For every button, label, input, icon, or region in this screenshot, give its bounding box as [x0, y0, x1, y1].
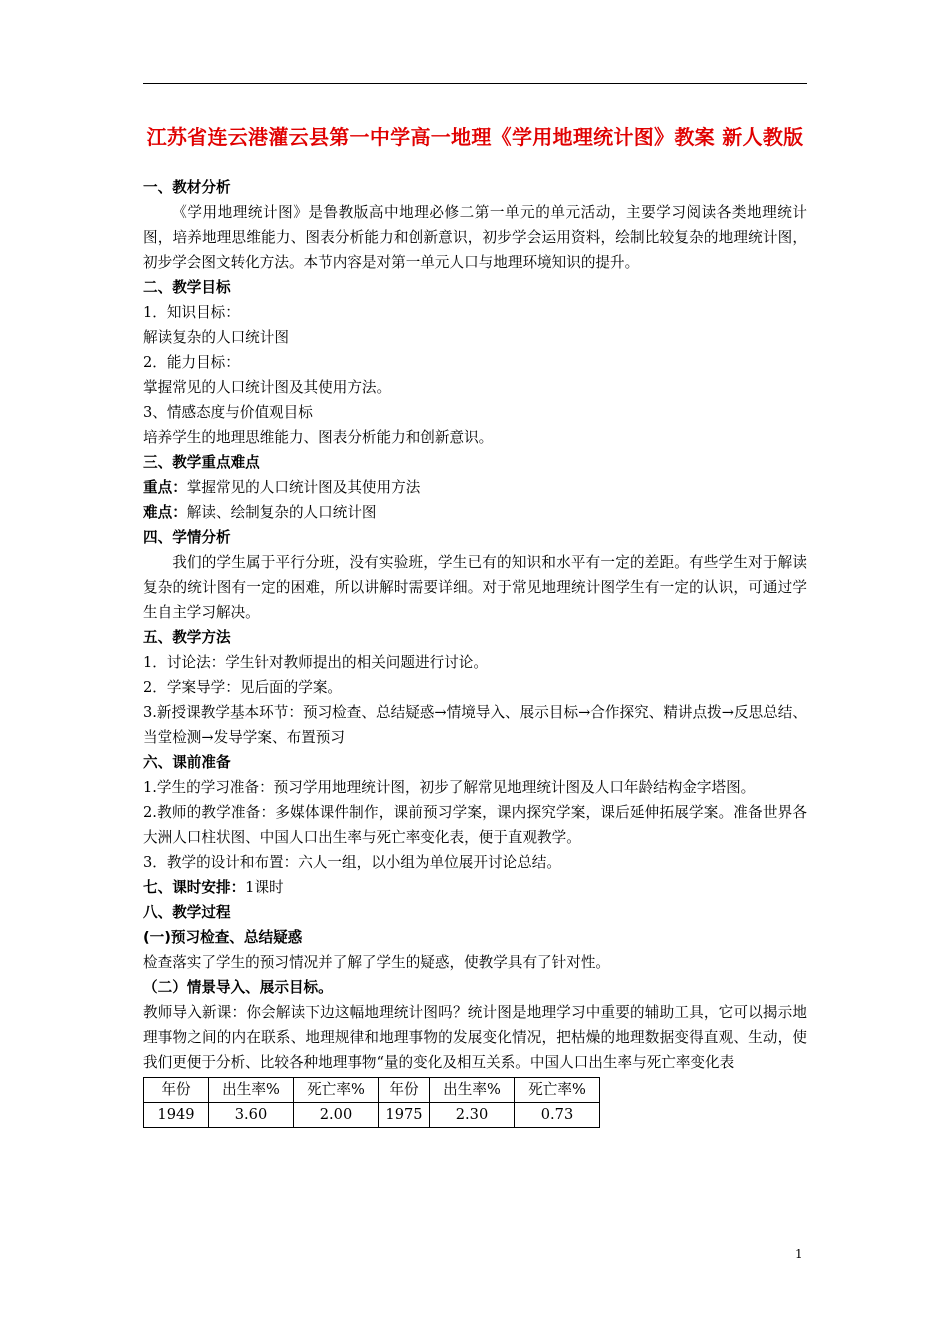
section-heading-5: 五、教学方法 — [143, 629, 231, 646]
header-rule — [143, 83, 807, 84]
objective-line: 1．知识目标： — [143, 304, 240, 321]
table-cell: 2.00 — [294, 1103, 379, 1128]
key-point-line — [143, 475, 807, 500]
method-line: 1．讨论法：学生针对教师提出的相关问题进行讨论。 — [143, 654, 488, 671]
table-cell: 2.30 — [430, 1103, 515, 1128]
difficult-point-line — [143, 500, 807, 525]
difficult-point-label: 难点： — [143, 504, 187, 521]
preparation-line: 1.学生的学习准备：预习学用地理统计图，初步了解常见地理统计图及人口年龄结构金字塔图。 — [143, 779, 756, 796]
method-line: 2．学案导学：见后面的学案。 — [143, 679, 343, 696]
document-body — [143, 175, 807, 1128]
class-hours-value: 1课时 — [245, 879, 284, 896]
section-heading-4: 四、学情分析 — [143, 529, 231, 546]
table-header-cell: 死亡率% — [294, 1078, 379, 1103]
table-row — [144, 1103, 600, 1128]
objective-line: 2．能力目标： — [143, 354, 240, 371]
objective-line: 解读复杂的人口统计图 — [143, 329, 289, 346]
table-cell: 1949 — [144, 1103, 209, 1128]
method-line: 3.新授课教学基本环节：预习检查、总结疑惑→情境导入、展示目标→合作探究、精讲点拨→反思总结、当堂检测→发导学案、布置预习 — [143, 704, 807, 746]
section-heading-8: 八、教学过程 — [143, 904, 231, 921]
table-header-cell: 死亡率% — [515, 1078, 600, 1103]
page-number: 1 — [795, 1247, 803, 1261]
difficult-point-text: 解读、绘制复杂的人口统计图 — [186, 504, 377, 521]
section-1-paragraph: 《学用地理统计图》是鲁教版高中地理必修二第一单元的单元活动，主要学习阅读各类地理统计图，培养地理思维能力、图表分析能力和创新意识，初步学会运用资料，绘制比较复杂的地理统计图，初步学会图文转化方法。本节内容是对第一单元人口与地理环境知识的提升。 — [143, 204, 807, 271]
subsection-1-text: 检查落实了学生的预习情况并了解了学生的疑惑，使教学具有了针对性。 — [143, 954, 611, 971]
section-heading-1: 一、教材分析 — [143, 179, 231, 196]
objective-line: 3、情感态度与价值观目标 — [143, 404, 313, 421]
key-point-text: 掌握常见的人口统计图及其使用方法 — [186, 479, 421, 496]
table-header-cell: 年份 — [379, 1078, 430, 1103]
section-heading-3: 三、教学重点难点 — [143, 454, 260, 471]
table-cell: 0.73 — [515, 1103, 600, 1128]
section-heading-2: 二、教学目标 — [143, 279, 231, 296]
section-heading-7: 七、课时安排： — [143, 879, 246, 896]
table-header-cell: 出生率% — [209, 1078, 294, 1103]
table-cell: 3.60 — [209, 1103, 294, 1128]
table-cell: 1975 — [379, 1103, 430, 1128]
birth-death-rate-table — [143, 1077, 600, 1128]
table-header-cell: 出生率% — [430, 1078, 515, 1103]
section-heading-6: 六、课前准备 — [143, 754, 231, 771]
preparation-line: 3．教学的设计和布置：六人一组，以小组为单位展开讨论总结。 — [143, 854, 561, 871]
objective-line: 培养学生的地理思维能力、图表分析能力和创新意识。 — [143, 429, 494, 446]
objective-line: 掌握常见的人口统计图及其使用方法。 — [143, 379, 392, 396]
table-header-cell: 年份 — [144, 1078, 209, 1103]
subsection-2-text: 教师导入新课：你会解读下边这幅地理统计图吗？统计图是地理学习中重要的辅助工具，它可以揭示地理事物之间的内在联系、地理规律和地理事物的发展变化情况，把枯燥的地理数据变得直观、生动，使我们更便于分析、比较各种地理事物“量的变化及相互关系。中国人口出生率与死亡率变化表 — [143, 1004, 807, 1071]
class-hours-line — [143, 875, 807, 900]
document-title: 江苏省连云港灌云县第一中学高一地理《学用地理统计图》教案 新人教版 — [146, 125, 804, 149]
preparation-line: 2.教师的教学准备：多媒体课件制作，课前预习学案，课内探究学案，课后延伸拓展学案。准备世界各大洲人口柱状图、中国人口出生率与死亡率变化表，便于直观教学。 — [143, 804, 807, 846]
table-header-row — [144, 1078, 600, 1103]
subsection-heading-2: （二）情景导入、展示目标。 — [143, 979, 333, 996]
section-4-paragraph: 我们的学生属于平行分班，没有实验班，学生已有的知识和水平有一定的差距。有些学生对于解读复杂的统计图有一定的困难，所以讲解时需要详细。对于常见地理统计图学生有一定的认识，可通过学生自主学习解决。 — [143, 554, 807, 621]
key-point-label: 重点： — [143, 479, 187, 496]
subsection-heading-1: (一)预习检查、总结疑惑 — [143, 929, 303, 946]
